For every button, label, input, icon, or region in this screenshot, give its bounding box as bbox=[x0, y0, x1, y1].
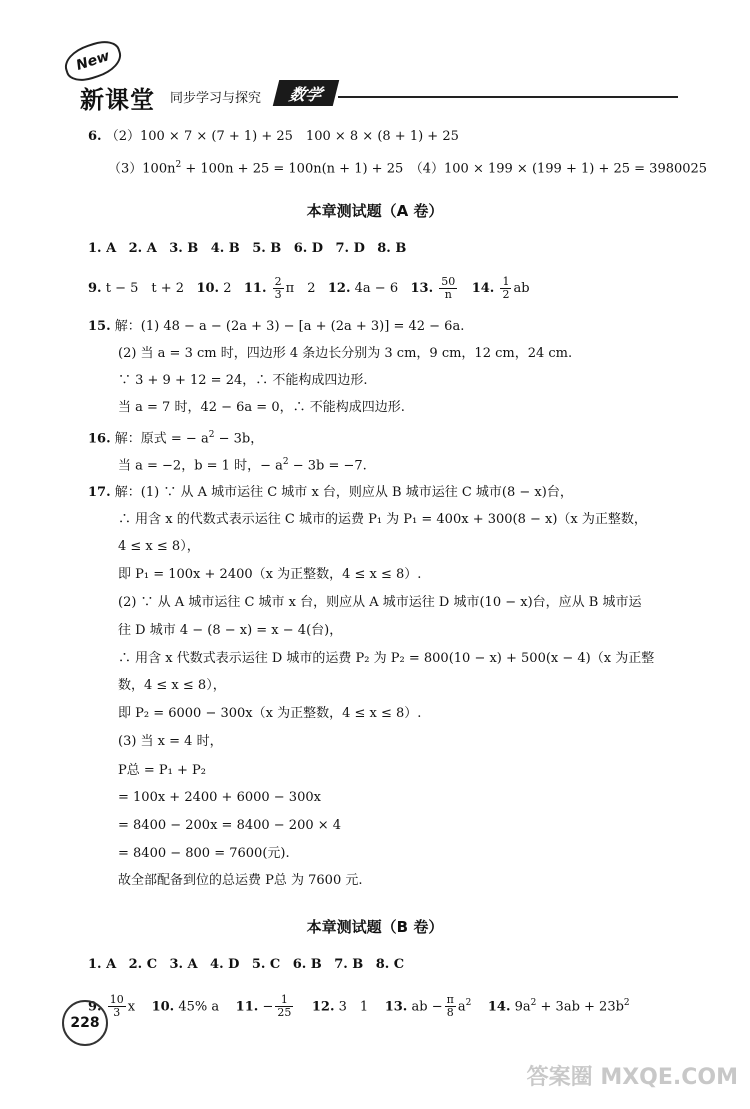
q15-line4: 当 a = 7 时，42 − 6a = 0，∴ 不能构成四边形. bbox=[118, 400, 405, 415]
fraction: $\frac{1}{25}$ bbox=[277, 993, 292, 1020]
watermark: 答案圈 MXQE.COM bbox=[526, 1065, 738, 1090]
q17-line10: (3) 当 x = 4 时， bbox=[118, 734, 223, 749]
q17-line3: 4 ≤ x ≤ 8）， bbox=[118, 539, 200, 554]
q17-line9: 即 P₂ = 6000 − 300x（x 为正整数，4 ≤ x ≤ 8）. bbox=[118, 706, 422, 721]
q17-line13: = 8400 − 200x = 8400 − 200 × 4 bbox=[118, 818, 342, 833]
page-header bbox=[58, 38, 688, 118]
q16-line2: 当 a = −2，b = 1 时，− $a^2 - 3b = -7$. bbox=[118, 457, 367, 474]
q17-line14: = 8400 − 800 = 7600(元). bbox=[118, 846, 290, 861]
q17-line8: 数，4 ≤ x ≤ 8）， bbox=[118, 678, 226, 693]
q17-line12: = 100x + 2400 + 6000 − 300x bbox=[118, 790, 321, 805]
q16-line1: 16. 解：原式 = − $a^2 - 3b$， bbox=[88, 430, 264, 447]
book-subtitle: 同步学习与探究 bbox=[170, 91, 262, 106]
q6-line2: $(3)100n^2 + 100n + 25 = 100n(n + 1) + 25$ （4）100 × 199 × (199 + 1) + 25 = 3980025 bbox=[108, 160, 708, 177]
q17-line6: 往 D 城市 4 − (8 − x) = x − 4(台)， bbox=[118, 623, 343, 638]
subject-label: 数学 bbox=[273, 80, 339, 106]
new-badge: New bbox=[60, 36, 126, 86]
fraction: $\frac{\pi}{8}$ bbox=[446, 993, 454, 1020]
q17-line2: ∴ 用含 x 的代数式表示运往 C 城市的运费 P₁ 为 P₁ = 400x + 300(8 − x)（x 为正整数， bbox=[118, 512, 647, 527]
fraction: $\frac{1}{2}$ bbox=[502, 275, 510, 301]
q17-line11: P总 = P₁ + P₂ bbox=[118, 763, 206, 778]
mc-answers-a: 1. A 2. A 3. B 4. B 5. B 6. D 7. D 8. B bbox=[88, 241, 407, 256]
q6-line1: 6. （2）100 × 7 × (7 + 1) + 25 100 × 8 × (8 + 1) + 25 bbox=[88, 129, 459, 144]
fill-answers-b: 9. $\frac{10}{3}$ x 10. 45% a 11. − $\frac{1}{25}$ 12. 3 1 13. ab − $\frac{\pi}{8}$ $a^2$ 14. $9a^2 + 3ab + 23b^2$ bbox=[88, 993, 630, 1020]
fraction: $\frac{2}{3}$ bbox=[274, 275, 282, 301]
header-rule bbox=[338, 96, 678, 98]
q17-line4: 即 P₁ = 100x + 2400（x 为正整数，4 ≤ x ≤ 8）. bbox=[118, 567, 422, 582]
section-title-a: 本章测试题（A 卷） bbox=[306, 202, 444, 220]
fraction: $\frac{50}{n}$ bbox=[441, 275, 456, 301]
fill-answers-a: 9. t − 5 t + 2 10. 2 11. $\frac{2}{3}$ π 2 12. 4a − 6 13. $\frac{50}{n}$ 14. $\frac{1}{2}$ ab bbox=[88, 275, 530, 301]
q15-line3: ∵ 3 + 9 + 12 = 24，∴ 不能构成四边形. bbox=[118, 373, 368, 388]
fraction: $\frac{10}{3}$ bbox=[109, 993, 124, 1020]
mc-answers-b: 1. A 2. C 3. A 4. D 5. C 6. B 7. B 8. C bbox=[88, 957, 405, 972]
q17-line5: (2) ∵ 从 A 城市运往 C 城市 x 台，则应从 A 城市运往 D 城市(10 − x)台，应从 B 城市运 bbox=[118, 595, 642, 610]
q17-line7: ∴ 用含 x 代数式表示运往 D 城市的运费 P₂ 为 P₂ = 800(10 − x) + 500(x − 4)（x 为正整 bbox=[118, 651, 655, 666]
q17-line15: 故全部配备到位的总运费 P总 为 7600 元. bbox=[118, 873, 363, 888]
q15-line1: 15. 解：(1) 48 − a − (2a + 3) − [a + (2a + 3)] = 42 − 6a. bbox=[88, 319, 465, 334]
brand-logo: 新课堂 bbox=[80, 86, 155, 114]
q15-line2: (2) 当 a = 3 cm 时，四边形 4 条边长分别为 3 cm，9 cm，12 cm，24 cm. bbox=[118, 346, 573, 361]
page-number: 228 bbox=[62, 1000, 108, 1046]
q17-line1: 17. 解：(1) ∵ 从 A 城市运往 C 城市 x 台，则应从 B 城市运往 C 城市(8 − x)台， bbox=[88, 485, 573, 500]
section-title-b: 本章测试题（B 卷） bbox=[306, 918, 444, 936]
